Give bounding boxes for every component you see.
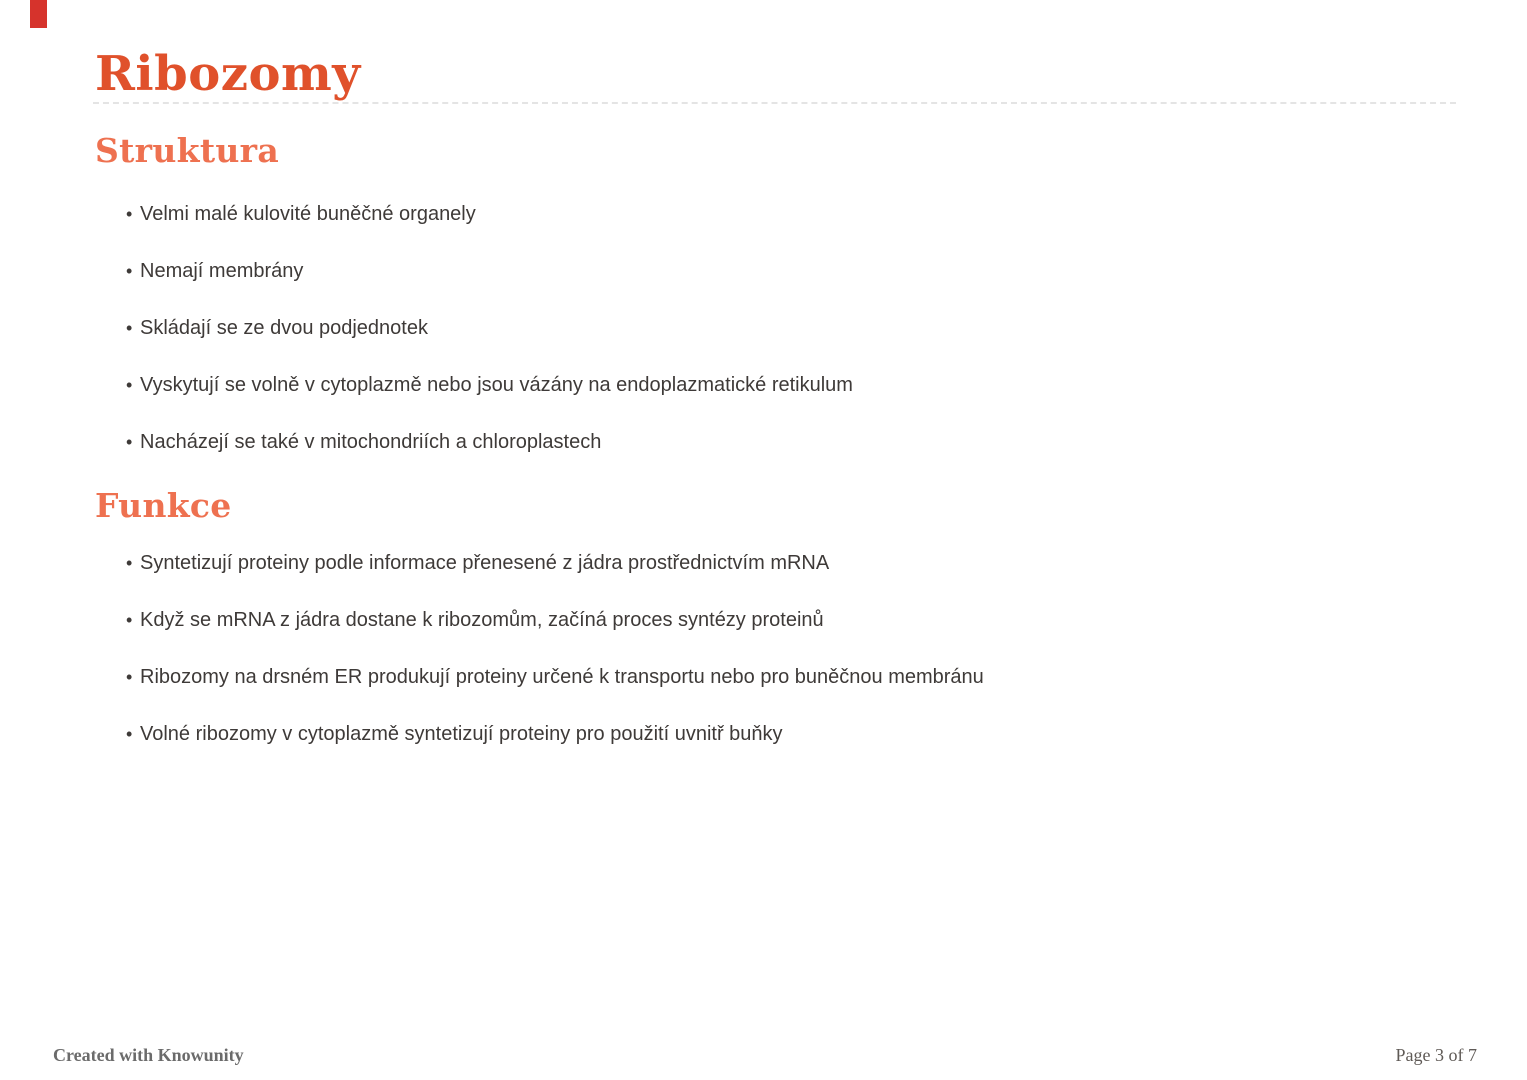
bullet-marker: • [126,610,133,630]
list-item [126,722,1456,746]
bullet-marker: • [126,667,133,687]
list-item [126,430,1456,454]
bullet-text: Vyskytují se volně v cytoplazmě nebo jsou vázány na endoplazmatické retikulum [140,374,853,396]
bullet-text: Skládají se ze dvou podjednotek [140,317,428,339]
bullet-marker: • [126,261,133,281]
bullet-text: Ribozomy na drsném ER produkují proteiny určené k transportu nebo pro buněčnou membránu [140,666,984,688]
bullet-marker: • [126,318,133,338]
footer-credit: Created with Knowunity [53,1045,244,1065]
struktura-bullet-list [95,202,1456,454]
bullet-text: Nacházejí se také v mitochondriích a chloroplastech [140,431,602,453]
bullet-text: Volné ribozomy v cytoplazmě syntetizují proteiny pro použití uvnitř buňky [140,723,783,745]
corner-red-mark [30,0,47,28]
bullet-marker: • [126,204,133,224]
bullet-marker: • [126,553,133,573]
list-item [126,316,1456,340]
list-item [126,202,1456,226]
page-title: Ribozomy [95,46,361,102]
page-footer [0,1042,1527,1066]
document-content [95,0,1456,746]
list-item [126,665,1456,689]
list-item [126,551,1456,575]
bullet-text: Nemají membrány [140,260,304,282]
list-item [126,608,1456,632]
list-item [126,373,1456,397]
bullet-marker: • [126,432,133,452]
title-divider [93,102,1456,104]
funkce-bullet-list [95,551,1456,746]
bullet-text: Když se mRNA z jádra dostane k ribozomům, začíná proces syntézy proteinů [140,609,824,631]
bullet-text: Velmi malé kulovité buněčné organely [140,203,476,225]
list-item [126,259,1456,283]
bullet-text: Syntetizují proteiny podle informace přenesené z jádra prostřednictvím mRNA [140,552,830,574]
footer-page-number: Page 3 of 7 [1395,1045,1477,1065]
bullet-marker: • [126,375,133,395]
section-heading-funkce: Funkce [95,486,232,525]
bullet-marker: • [126,724,133,744]
section-heading-struktura: Struktura [95,131,280,170]
